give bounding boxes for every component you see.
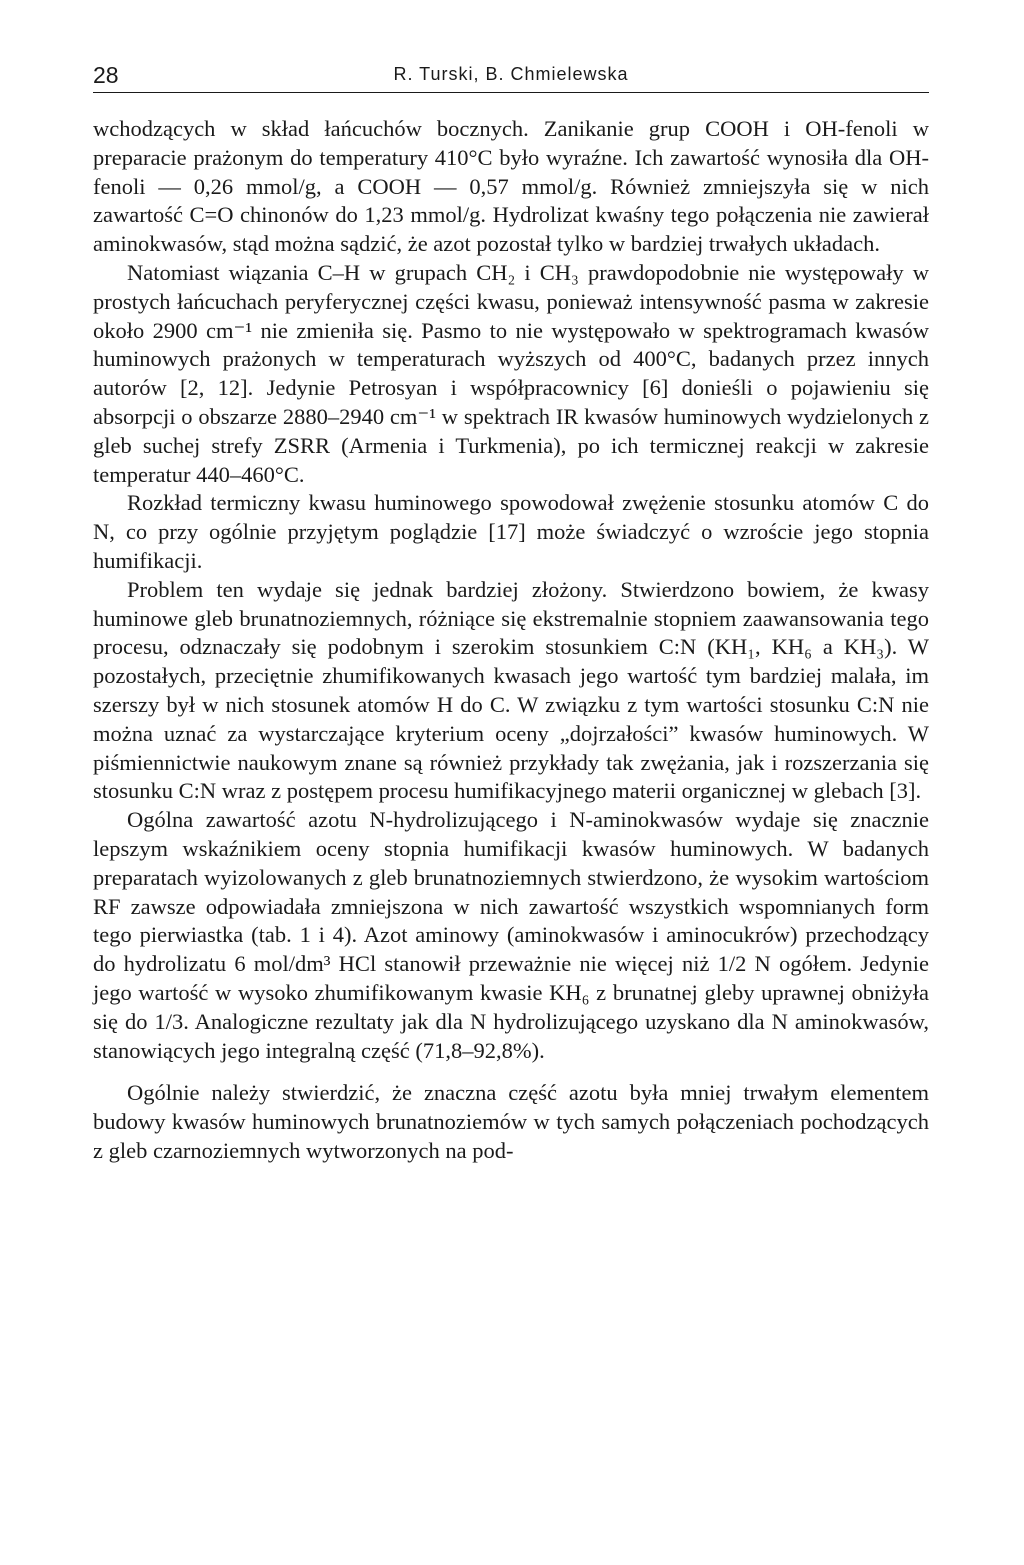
document-page <box>93 58 929 1166</box>
running-head: R. Turski, B. Chmielewska <box>393 64 629 84</box>
page-header <box>93 58 929 93</box>
paragraph-5: Ogólna zawartość azotu N-hydrolizującego i N-aminokwasów wydaje się znacznie lepszym wskaźnikiem oceny stopnia humifikacji kwasów huminowych. W badanych preparatach wyizolowanych z gleb brunatnoziemnych stwierdzono, że wysokim wartościom RF zawsze odpowiadała zmniejszona w nich zawartość wszystkich wspomnianych form tego pierwiastka (tab. 1 i 4). Azot aminowy (aminokwasów i aminocukrów) przechodzący do hydrolizatu 6 mol/dm³ HCl stanowił przeważnie nie więcej niż 1/2 N ogółem. Jedynie jego wartość w wysoko zhumifikowanym kwasie KH₆ z brunatnej gleby uprawnej obniżyła się do 1/3. Analogiczne rezultaty jak dla N hydrolizującego uzyskano dla N aminokwasów, stanowiących jego integralną część (71,8–92,8%). <box>93 807 929 1063</box>
paragraph-3: Rozkład termiczny kwasu huminowego spowodował zwężenie stosunku atomów C do N, co przy ogólnie przyjętym poglądzie [17] może świadczyć o wzroście jego stopnia humifikacji. <box>93 490 929 573</box>
paragraph-6: Ogólnie należy stwierdzić, że znaczna część azotu była mniej trwałym elementem budowy kwasów huminowych brunatnoziemów w tych samych połączeniach pochodzących z gleb czarnoziemnych wytworzonych na pod- <box>93 1080 929 1163</box>
page-number: 28 <box>93 62 119 88</box>
paragraph-4: Problem ten wydaje się jednak bardziej złożony. Stwierdzono bowiem, że kwasy huminowe gleb brunatnoziemnych, różniące się ekstremalnie stopniem zaawansowania tego procesu, odznaczały się podobnym i szerokim stosunkiem C:N (KH₁, KH₆ a KH₃). W pozostałych, przeciętnie zhumifikowanych kwasach jego wartość tym bardziej malała, im szerszy był w nich stosunek atomów H do C. W związku z tym wartości stosunku C:N nie można uznać za wystarczające kryterium oceny „dojrzałości” kwasów huminowych. W piśmiennictwie naukowym znane są również przykłady tak zwężania, jak i rozszerzania się stosunku C:N wraz z postępem procesu humifikacyjnego materii organicznej w glebach [3]. <box>93 576 929 804</box>
paragraph-2: Natomiast wiązania C–H w grupach CH₂ i CH₃ prawdopodobnie nie występowały w prostych łańcuchach peryferycznej części kwasu, ponieważ intensywność pasma w zakresie około 2900 cm⁻¹ nie zmieniła się. Pasmo to nie występowało w spektrogramach kwasów huminowych prażonych w temperaturach wyższych od 400°C, badanych przez innych autorów [2, 12]. Jedynie Petrosyan i współpracownicy [6] donieśli o pojawieniu się absorpcji o obszarze 2880–2940 cm⁻¹ w spektrach IR kwasów huminowych wydzielonych z gleb suchej strefy ZSRR (Armenia i Turkmenia), po ich termicznej reakcji w zakresie temperatur 440–460°C. <box>93 259 929 487</box>
body-text <box>93 115 929 1166</box>
paragraph-1: wchodzących w skład łańcuchów bocznych. Zanikanie grup COOH i OH-fenoli w preparacie prażonym do temperatury 410°C było wyraźne. Ich zawartość wynosiła dla OH-fenoli — 0,26 mmol/g, a COOH — 0,57 mmol/g. Również zmniejszyła się w nich zawartość C=O chinonów do 1,23 mmol/g. Hydrolizat kwaśny tego połączenia nie zawierał aminokwasów, stąd można sądzić, że azot pozostał tylko w bardziej trwałych układach. <box>93 116 929 257</box>
